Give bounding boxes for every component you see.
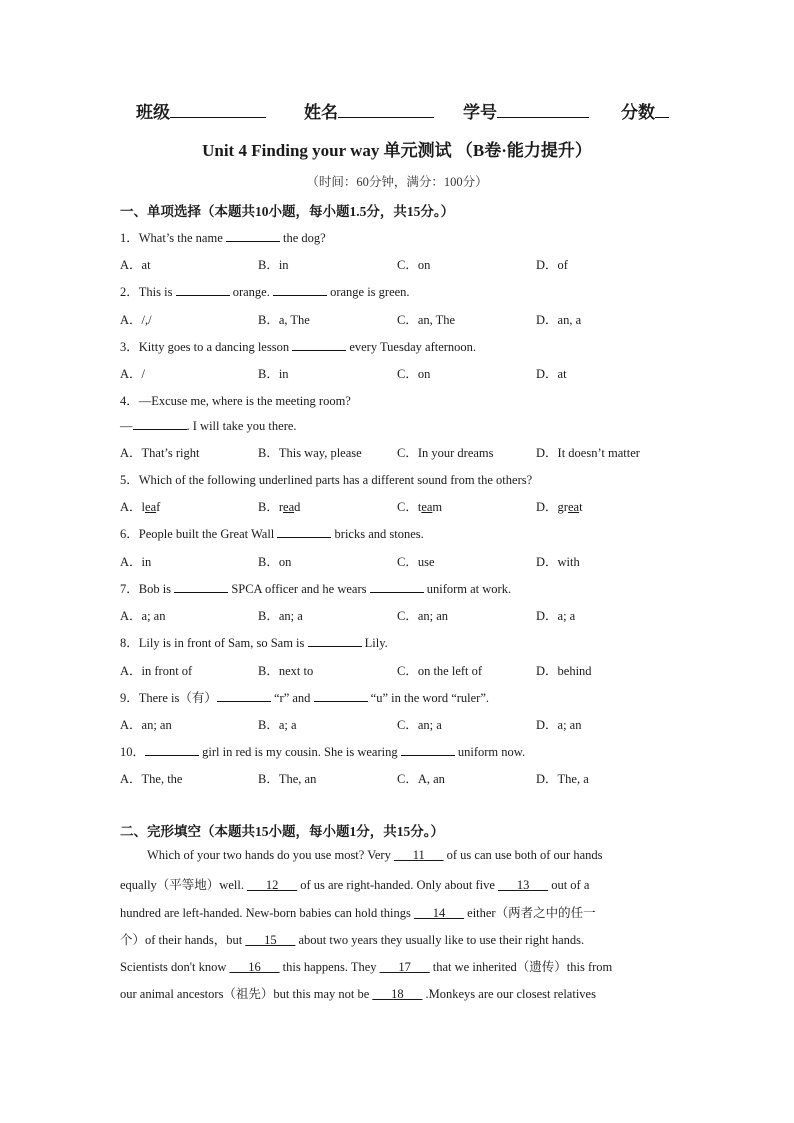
q6-blank[interactable] xyxy=(277,525,331,538)
q8-blank[interactable] xyxy=(308,634,362,647)
cloze-line-3: hundred are left-handed. New-born babies can hold things ___14___ either（两者之中的任一 xyxy=(120,906,596,920)
name-label: 姓名 xyxy=(304,103,338,122)
cloze-line-4: 个）of their hands，but ___15___ about two years they usually like to use their right hands. xyxy=(120,933,585,947)
q10-blank-2[interactable] xyxy=(401,743,455,756)
section1-heading: 一、单项选择（本题共10小题，每小题1.5分，共15分。） xyxy=(120,204,455,219)
q3-option-c[interactable]: C．on xyxy=(397,367,431,381)
q2-option-d[interactable]: D．an, a xyxy=(536,313,582,327)
number-blank[interactable] xyxy=(497,99,589,118)
q8-option-a[interactable]: A．in front of xyxy=(120,664,193,678)
name-blank[interactable] xyxy=(338,99,434,118)
q3-option-a[interactable]: A．/ xyxy=(120,367,146,381)
cloze-line-1: Which of your two hands do you use most? Very ___11___ of us can use both of our hands xyxy=(147,848,603,862)
q4-option-d[interactable]: D．It doesn’t matter xyxy=(536,446,640,460)
q9-option-c[interactable]: C．an; a xyxy=(397,718,442,732)
q4-dash: — xyxy=(120,419,133,433)
question-10 xyxy=(120,742,525,760)
q7-option-a[interactable]: A．a; an xyxy=(120,609,166,623)
q6-option-a[interactable]: A．in xyxy=(120,555,152,569)
number-field xyxy=(463,98,589,123)
class-blank[interactable] xyxy=(170,99,266,118)
q4-option-a[interactable]: A．That’s right xyxy=(120,446,200,460)
q5-option-a[interactable]: A．leaf xyxy=(120,500,161,514)
q8-text-end: Lily. xyxy=(361,636,388,650)
q9-text: 9．There is（有） xyxy=(120,691,217,705)
q1-blank[interactable] xyxy=(226,229,280,242)
q1-text-end: the dog? xyxy=(279,231,326,245)
q7-option-d[interactable]: D．a; a xyxy=(536,609,576,623)
q10-option-c[interactable]: C．A, an xyxy=(397,772,445,786)
cloze-blank-18[interactable]: ___18___ xyxy=(372,987,423,1001)
q7-blank-2[interactable] xyxy=(370,580,424,593)
question-3 xyxy=(120,337,476,355)
q4-blank[interactable] xyxy=(133,417,187,430)
q10-option-d[interactable]: D．The, a xyxy=(536,772,589,786)
question-6 xyxy=(120,524,424,542)
q7-text-mid: SPCA officer and he wears xyxy=(228,582,370,596)
q10-text-mid: girl in red is my cousin. She is wearing xyxy=(199,745,401,759)
q5-option-d[interactable]: D．great xyxy=(536,500,583,514)
q10-blank-1[interactable] xyxy=(145,743,199,756)
q3-blank[interactable] xyxy=(292,338,346,351)
q3-option-d[interactable]: D．at xyxy=(536,367,567,381)
cloze-blank-11[interactable]: ___11___ xyxy=(393,848,444,862)
q2-blank-1[interactable] xyxy=(176,283,230,296)
question-9 xyxy=(120,688,489,706)
section2-heading: 二、完形填空（本题共15小题，每小题1分，共15分。） xyxy=(120,824,444,839)
q8-option-d[interactable]: D．behind xyxy=(536,664,592,678)
q3-option-b[interactable]: B．in xyxy=(258,367,289,381)
class-field xyxy=(136,98,266,123)
q3-text-end: every Tuesday afternoon. xyxy=(346,340,477,354)
q2-option-c[interactable]: C．an, The xyxy=(397,313,456,327)
q5-option-c[interactable]: C．team xyxy=(397,500,443,514)
q1-option-c[interactable]: C．on xyxy=(397,258,431,272)
q7-text-end: uniform at work. xyxy=(423,582,512,596)
score-field xyxy=(621,98,669,123)
q4-option-c[interactable]: C．In your dreams xyxy=(397,446,494,460)
q2-option-a[interactable]: A．/,/ xyxy=(120,313,152,327)
question-1 xyxy=(120,228,326,246)
q7-text: 7．Bob is xyxy=(120,582,175,596)
q9-option-b[interactable]: B．a; a xyxy=(258,718,297,732)
q7-blank-1[interactable] xyxy=(174,580,228,593)
number-label: 学号 xyxy=(463,103,497,122)
q6-text-end: bricks and stones. xyxy=(331,527,424,541)
q10-option-b[interactable]: B．The, an xyxy=(258,772,317,786)
q5-option-b[interactable]: B．read xyxy=(258,500,301,514)
q1-option-b[interactable]: B．in xyxy=(258,258,289,272)
q6-option-c[interactable]: C．use xyxy=(397,555,435,569)
q8-option-c[interactable]: C．on the left of xyxy=(397,664,483,678)
class-label: 班级 xyxy=(136,103,170,122)
cloze-line-2: equally（平等地）well. ___12___ of us are right-handed. Only about five ___13___ out of a xyxy=(120,878,590,892)
q6-option-b[interactable]: B．on xyxy=(258,555,292,569)
q9-blank-1[interactable] xyxy=(217,689,271,702)
cloze-blank-16[interactable]: ___16___ xyxy=(229,960,280,974)
q10-text: 10． xyxy=(120,745,146,759)
q8-option-b[interactable]: B．next to xyxy=(258,664,314,678)
question-7 xyxy=(120,579,511,597)
q6-text: 6．People built the Great Wall xyxy=(120,527,278,541)
q4-option-b[interactable]: B．This way, please xyxy=(258,446,362,460)
cloze-blank-12[interactable]: ___12___ xyxy=(247,878,298,892)
student-info-header xyxy=(0,98,794,124)
q3-text: 3．Kitty goes to a dancing lesson xyxy=(120,340,293,354)
q10-option-a[interactable]: A．The, the xyxy=(120,772,183,786)
q9-text-mid: “r” and xyxy=(270,691,314,705)
score-blank[interactable] xyxy=(655,99,669,118)
q4-text-end: . I will take you there. xyxy=(186,419,297,433)
question-4-reply xyxy=(120,417,297,434)
cloze-blank-14[interactable]: ___14___ xyxy=(414,906,465,920)
exam-subtitle: （时间：60分钟，满分：100分） xyxy=(306,175,488,189)
q8-text: 8．Lily is in front of Sam, so Sam is xyxy=(120,636,308,650)
cloze-line-6: our animal ancestors（祖先）but this may not be ___18___ .Monkeys are our closest relatives xyxy=(120,987,596,1001)
q9-option-d[interactable]: D．a; an xyxy=(536,718,582,732)
cloze-blank-15[interactable]: ___15___ xyxy=(245,933,296,947)
q2-blank-2[interactable] xyxy=(273,283,327,296)
q9-text-end: “u” in the word “ruler”. xyxy=(367,691,490,705)
score-label: 分数 xyxy=(621,103,655,122)
q2-text: 2．This is xyxy=(120,285,176,299)
question-4: 4．—Excuse me, where is the meeting room? xyxy=(120,394,351,408)
q2-text-end: orange is green. xyxy=(326,285,410,299)
exam-title: Unit 4 Finding your way 单元测试 （B卷·能力提升） xyxy=(202,141,592,160)
q7-option-b[interactable]: B．an; a xyxy=(258,609,303,623)
cloze-line-5: Scientists don't know ___16___ this happens. They ___17___ that we inherited（遗传）this from xyxy=(120,960,613,974)
q9-blank-2[interactable] xyxy=(314,689,368,702)
cloze-blank-13[interactable]: ___13___ xyxy=(498,878,549,892)
q2-option-b[interactable]: B．a, The xyxy=(258,313,310,327)
q6-option-d[interactable]: D．with xyxy=(536,555,580,569)
q1-option-d[interactable]: D．of xyxy=(536,258,568,272)
name-field xyxy=(304,98,434,123)
q9-option-a[interactable]: A．an; an xyxy=(120,718,172,732)
q1-option-a[interactable]: A．at xyxy=(120,258,151,272)
cloze-blank-17[interactable]: ___17___ xyxy=(379,960,430,974)
q10-text-end: uniform now. xyxy=(454,745,526,759)
q7-option-c[interactable]: C．an; an xyxy=(397,609,449,623)
question-5: 5．Which of the following underlined parts has a different sound from the others? xyxy=(120,473,533,487)
question-2 xyxy=(120,282,410,300)
q2-text-mid: orange. xyxy=(229,285,273,299)
q1-text: 1．What’s the name xyxy=(120,231,226,245)
question-8 xyxy=(120,633,388,651)
